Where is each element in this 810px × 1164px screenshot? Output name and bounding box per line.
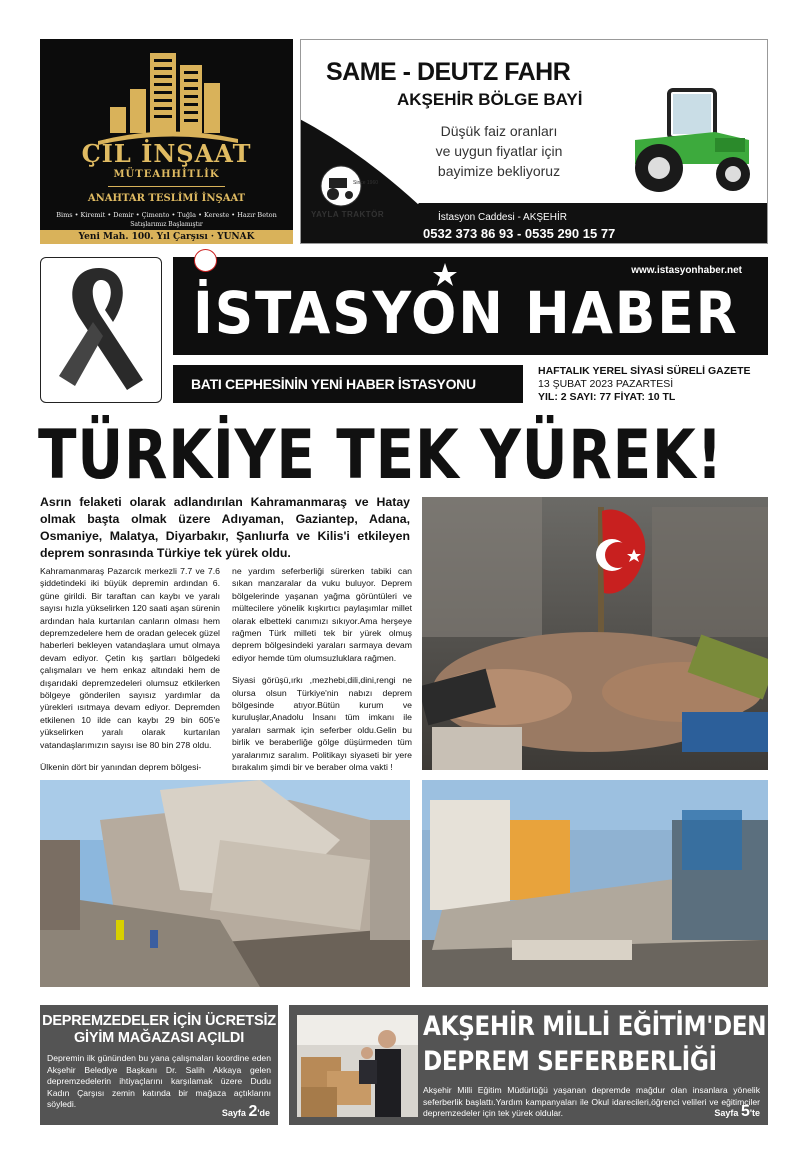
page-suffix: 'de [257,1108,270,1118]
paper-type: HAFTALIK YEREL SİYASİ SÜRELİ GAZETE [538,365,751,377]
education-title [423,1009,767,1079]
education-box[interactable] [289,1005,768,1125]
same-title: SAME - DEUTZ FAHR [326,58,571,86]
page-number: 2 [248,1103,258,1120]
free-store-title-line1: DEPREMZEDELER İÇİN ÜCRETSİZ [42,1013,276,1029]
same-subtitle: AKŞEHİR BÖLGE BAYİ [397,90,583,109]
cil-tagline: ANAHTAR TESLİMİ İNŞAAT [87,193,246,204]
same-offer-line1: Düşük faiz oranları [440,123,558,139]
free-store-title-line2: GİYİM MAĞAZASI AÇILDI [73,1030,245,1046]
masthead [173,257,768,355]
since-label: Since 1960 [353,180,379,186]
article-paragraph: Ülkenin dört bir yanından deprem bölgesi- [40,762,202,773]
collapsed-building-photo-2 [422,780,768,987]
issue-info: YIL: 2 SAYI: 77 FİYAT: 10 TL [538,391,676,403]
article-paragraph: ne yardım seferberliği sürerken tabiki can sıkan manzaralar da vuku buluyor. Deprem bölgelerinde yaşanan yağma görüntüleri ve mültecilere yönelik kışkırtıcı paylaşımlar millet olarak elbetteki canımızı sıkıyor.Ama herşeye rağmen Türk milleti tek bir yürek olmuş deprem bölgesindeki yaraları sarmaya devam ediyor hemde tüm olumsuzluklara rağmen. [232,566,412,663]
same-street: İstasyon Caddesi - AKŞEHİR [438,212,567,223]
free-store-title [40,1013,278,1047]
site-url: www.istasyonhaber.net [631,265,742,276]
article-column-2 [232,565,412,784]
yayla-traktor-logo [311,162,373,234]
collapsed-building-photo-1 [40,780,410,987]
page-suffix: 'te [749,1108,760,1118]
page-reference-2[interactable] [222,1103,270,1121]
yayla-traktor-name: YAYLA TRAKTÖR [311,210,385,219]
page-number: 5 [740,1103,750,1120]
page-label: Sayfa [221,1108,246,1118]
article-paragraph: Siyasi görüşü,ırkı ,mezhebi,dili,dini,rengi ne olursa olsun Türkiye'nin nabızı deprem bölgesinde atıyor.Bütün kurum ve kuruluşlar,Anadolu İnsanı tüm imkanı ile yaraları sarmak için seferber oldu.Gelin bu birlik ve beraberliğe gölge düşürmeden tüm yaralarımız saralım. Politikayı siyaseti bir yere bırakalım şimdi bir ve beraber olma vakti ! [232,675,412,773]
page-label: Sayfa [714,1108,739,1118]
article-paragraph: Kahramanmaraş Pazarcık merkezli 7.7 ve 7.6 şiddetindeki iki büyük depremin ardından 6. güne girildi. Bir taraftan can kaybı ve yaralı sayısı hızla yükselirken 120 saati aşan sürenin ardından hala kurtarılan canların olması hem depremzedelere hem de oradan gelecek güzel haberleri bekleyen vatandaşlara umut olmaya devam ediyor. Çetin kış şartları bölgedeki çalışmaları ve hem enkaz altındaki hem de dışarıdaki depremzedeleri olumsuz etkilerken bölgeye gönderilen sayısız yardımlar da yürekleri ısıtmaya devam ediyor. Depremden etkilenen 10 ilde can kaybı 29 bin 605'e yükselirken yaralı olarak kurtarılan vatandaşlarımızın sayısı ise 80 bin 278 oldu. [40,566,220,750]
newspaper-slogan: BATI CEPHESİNİN YENİ HABER İSTASYONU [191,376,476,392]
same-deutz-ad [300,39,768,244]
newspaper-title: İSTASYON HABER [193,279,739,347]
building-logo-icon [98,45,238,145]
issue-meta [538,365,778,404]
cil-insaat-ad [40,39,293,244]
cil-subtitle: MÜTEAHHİTLİK [113,169,220,180]
free-store-body: Depremin ilk gününden bu yana çalışmaları koordine eden Akşehir Belediye Başkanı Dr. Salih Akkaya gelen depremzedelerin ihtiyaçlarını karşılamak üzere Dudu Kadın Çarşısı zemin katında bir mağaza açtıklarını söyledi. [47,1053,271,1109]
main-headline: TÜRKİYE TEK YÜREK! [38,416,724,495]
article-column-1 [40,565,220,784]
cil-address: Yeni Mah. 100. Yıl Çarşısı · YUNAK [40,230,293,244]
tractor-icon [629,82,759,194]
cil-products: Bims • Kiremit • Demir • Çimento • Tuğla • Kereste • Hazır Beton [56,211,277,219]
black-ribbon-icon [51,264,151,396]
same-offer-text [409,121,589,181]
free-store-box[interactable] [40,1005,278,1125]
cil-slogan: Satışlarımız Başlamıştır [130,221,203,228]
same-offer-line2: ve uygun fiyatlar için [435,143,563,159]
mourning-ribbon-box [40,257,162,403]
hands-flag-photo [422,497,768,770]
education-body: Akşehir Milli Eğitim Müdürlüğü yaşanan depremde mağdur olan insanlara yönelik seferberlik başlattı.Yardım kampanyaları ile Okul idarecileri,öğrenci velileri ve eğitimciler depremzedeler için tek yürek oldular. [423,1085,760,1118]
decorative-circle [194,249,217,272]
issue-date: 13 ŞUBAT 2023 PAZARTESİ [538,378,674,390]
cil-brand-name: ÇİL İNŞAAT [81,139,252,168]
education-thumbnail [297,1015,418,1117]
slogan-bar [173,365,523,403]
cil-divider [108,186,225,187]
education-title-line1: AKŞEHİR MİLLİ EĞİTİM'DEN [423,1011,767,1042]
same-phones: 0532 373 86 93 - 0535 290 15 77 [423,226,616,241]
education-title-line2: DEPREM SEFERBERLİĞİ [423,1046,717,1077]
page-reference-5[interactable] [714,1103,760,1121]
same-offer-line3: bayimize bekliyoruz [437,163,561,179]
lead-paragraph: Asrın felaketi olarak adlandırılan Kahramanmaraş ve Hatay olmak başta olmak üzere Adıyaman, Gaziantep, Adana, Osmaniye, Malatya, Diyarbakır, Şanlıurfa ve Kilis'i etkileyen deprem sonrasında Türkiye tek yürek oldu. [40,495,410,560]
